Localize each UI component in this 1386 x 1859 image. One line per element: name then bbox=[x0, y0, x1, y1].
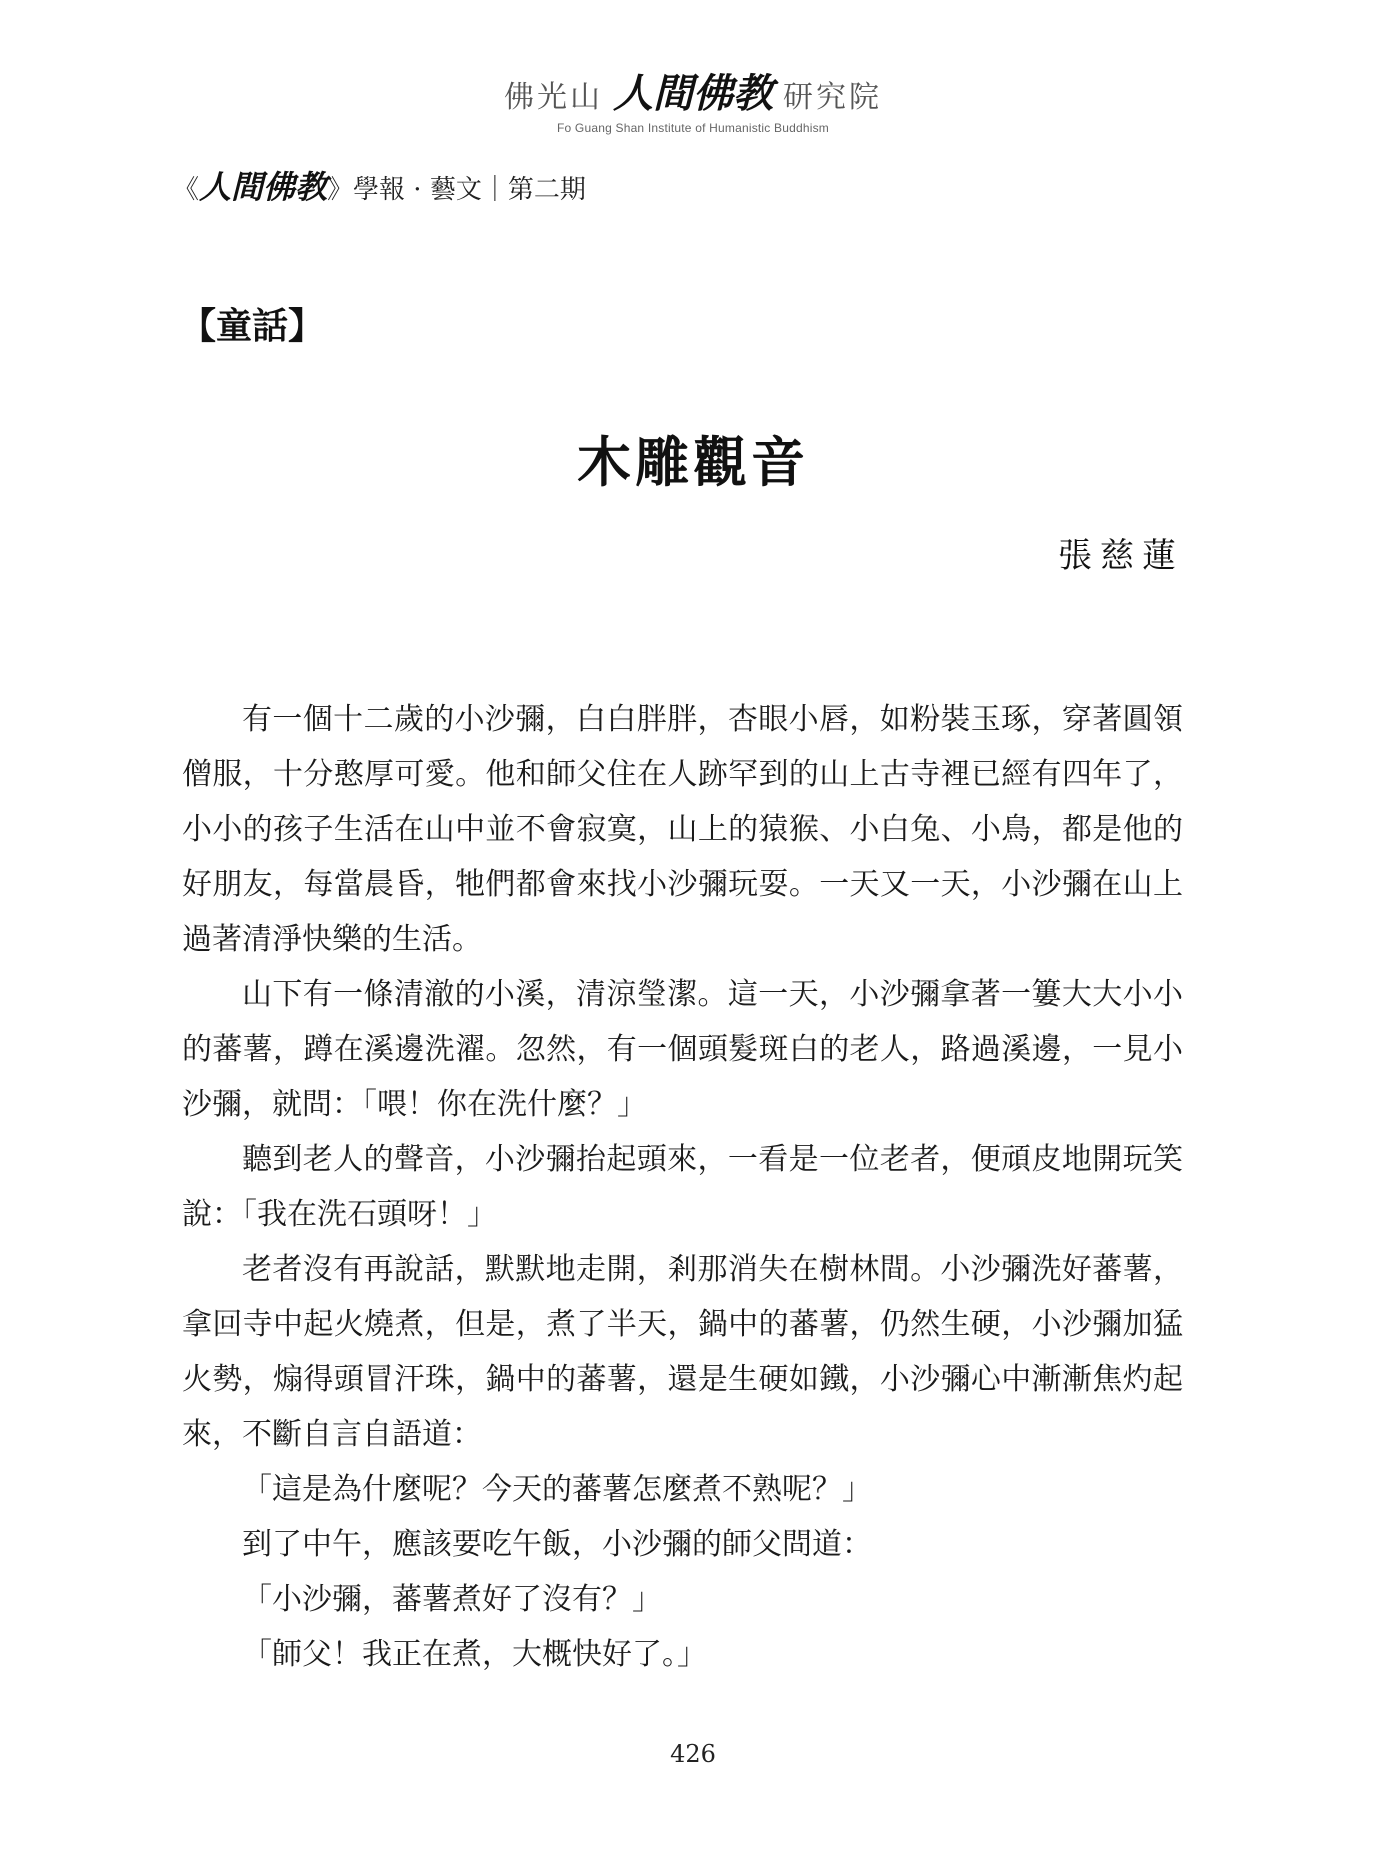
paragraph: 山下有一條清澈的小溪，清涼瑩潔。這一天，小沙彌拿著一簍大大小小的蕃薯，蹲在溪邊洗濯。忽然，有一個頭髮斑白的老人，路過溪邊，一見小沙彌，就問：「喂！你在洗什麼？」 bbox=[182, 977, 1183, 1122]
paragraph: 老者沒有再說話，默默地走開，剎那消失在樹林間。小沙彌洗好蕃薯，拿回寺中起火燒煮，但是，煮了半天，鍋中的蕃薯，仍然生硬，小沙彌加猛火勢，煽得頭冒汗珠，鍋中的蕃薯，還是生硬如鐵，小沙彌心中漸漸焦灼起來，不斷自言自語道： bbox=[182, 1252, 1183, 1452]
journal-logo: 人間佛教 bbox=[199, 168, 328, 206]
author-name: 張慈蓮 bbox=[1058, 536, 1184, 576]
journal-header bbox=[173, 162, 586, 208]
masthead-prefix: 佛光山 bbox=[504, 80, 603, 115]
paragraph: 到了中午，應該要吃午飯，小沙彌的師父問道： bbox=[242, 1527, 872, 1562]
journal-open-quote: 《 bbox=[173, 175, 200, 205]
paragraph: 「小沙彌，蕃薯煮好了沒有？」 bbox=[242, 1582, 662, 1617]
paragraph: 有一個十二歲的小沙彌，白白胖胖，杏眼小唇，如粉裝玉琢，穿著圓領僧服，十分憨厚可愛。他和師父住在人跡罕到的山上古寺裡已經有四年了，小小的孩子生活在山中並不會寂寞，山上的猿猴、小白兔、小鳥，都是他的好朋友，每當晨昏，牠們都會來找小沙彌玩耍。一天又一天，小沙彌在山上過著清淨快樂的生活。 bbox=[182, 702, 1183, 957]
article-title: 木雕觀音 bbox=[577, 430, 809, 494]
paragraph: 聽到老人的聲音，小沙彌抬起頭來，一看是一位老者，便頑皮地開玩笑說：「我在洗石頭呀！」 bbox=[182, 1142, 1183, 1232]
masthead-logo: 人間佛教 bbox=[613, 71, 773, 117]
journal-issue-text: 學報 · 藝文｜第二期 bbox=[353, 175, 586, 205]
masthead-subtitle: Fo Guang Shan Institute of Humanistic Buddhism bbox=[556, 121, 829, 135]
paragraph: 「師父！我正在煮，大概快好了。」 bbox=[242, 1637, 707, 1672]
page-number: 426 bbox=[670, 1740, 716, 1768]
masthead-suffix: 研究院 bbox=[783, 80, 882, 115]
masthead-title bbox=[504, 62, 882, 119]
section-label: 【童話】 bbox=[180, 305, 325, 347]
article-body bbox=[182, 692, 1183, 1682]
masthead bbox=[0, 62, 1386, 135]
journal-close-quote: 》 bbox=[327, 175, 354, 205]
paragraph: 「這是為什麼呢？今天的蕃薯怎麼煮不熟呢？」 bbox=[242, 1472, 872, 1507]
